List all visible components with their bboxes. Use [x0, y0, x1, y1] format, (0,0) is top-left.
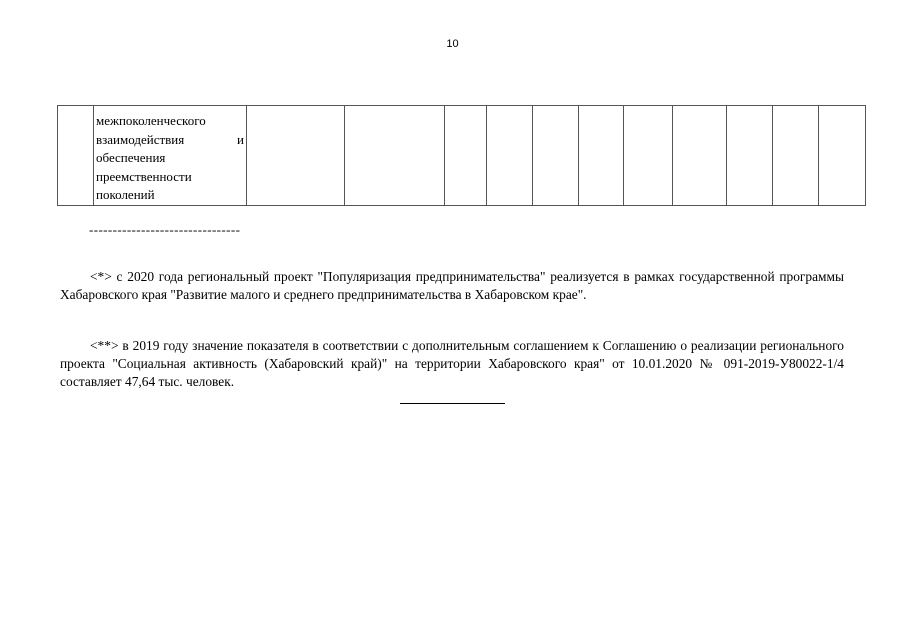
end-rule — [400, 403, 505, 404]
table-cell — [727, 106, 773, 206]
footnote-2: <**> в 2019 году значение показателя в соответствии с дополнительным соглашением к Соглашению о реализации регионального проекта "Социальная активность (Хабаровский край)" на территории Хабаровского края" от 10.01.2020 № 091-2019-У80022-1/4 составляет 47,64 тыс. человек. — [60, 338, 844, 390]
indicator-name-line: межпоколенческого — [96, 113, 206, 128]
table-cell — [624, 106, 673, 206]
table-cell — [533, 106, 579, 206]
page-number: 10 — [446, 38, 459, 50]
table-cell — [58, 106, 94, 206]
table-cell — [773, 106, 819, 206]
footnote-1: <*> с 2020 года региональный проект "Популяризация предпринимательства" реализуется в рамках государственной программы Хабаровского края "Развитие малого и среднего предпринимательства в Хабаровском крае". — [60, 269, 844, 303]
table-cell-indicator-name — [94, 106, 247, 206]
indicator-name-line: преемственности — [96, 168, 192, 184]
table-cell — [487, 106, 533, 206]
table-cell — [819, 106, 866, 206]
indicator-name-line: взаимодействия и — [96, 131, 244, 147]
table-cell — [345, 106, 445, 206]
indicator-table — [57, 105, 866, 206]
table-cell — [673, 106, 727, 206]
table-cell — [247, 106, 345, 206]
indicator-name-text — [94, 106, 246, 205]
table-cell — [445, 106, 487, 206]
table-row — [58, 106, 866, 206]
indicator-name-line: обеспечения — [96, 150, 166, 165]
table-cell — [579, 106, 624, 206]
footnote-divider: -------------------------------- — [89, 222, 241, 237]
indicator-name-line: поколений — [96, 187, 155, 202]
